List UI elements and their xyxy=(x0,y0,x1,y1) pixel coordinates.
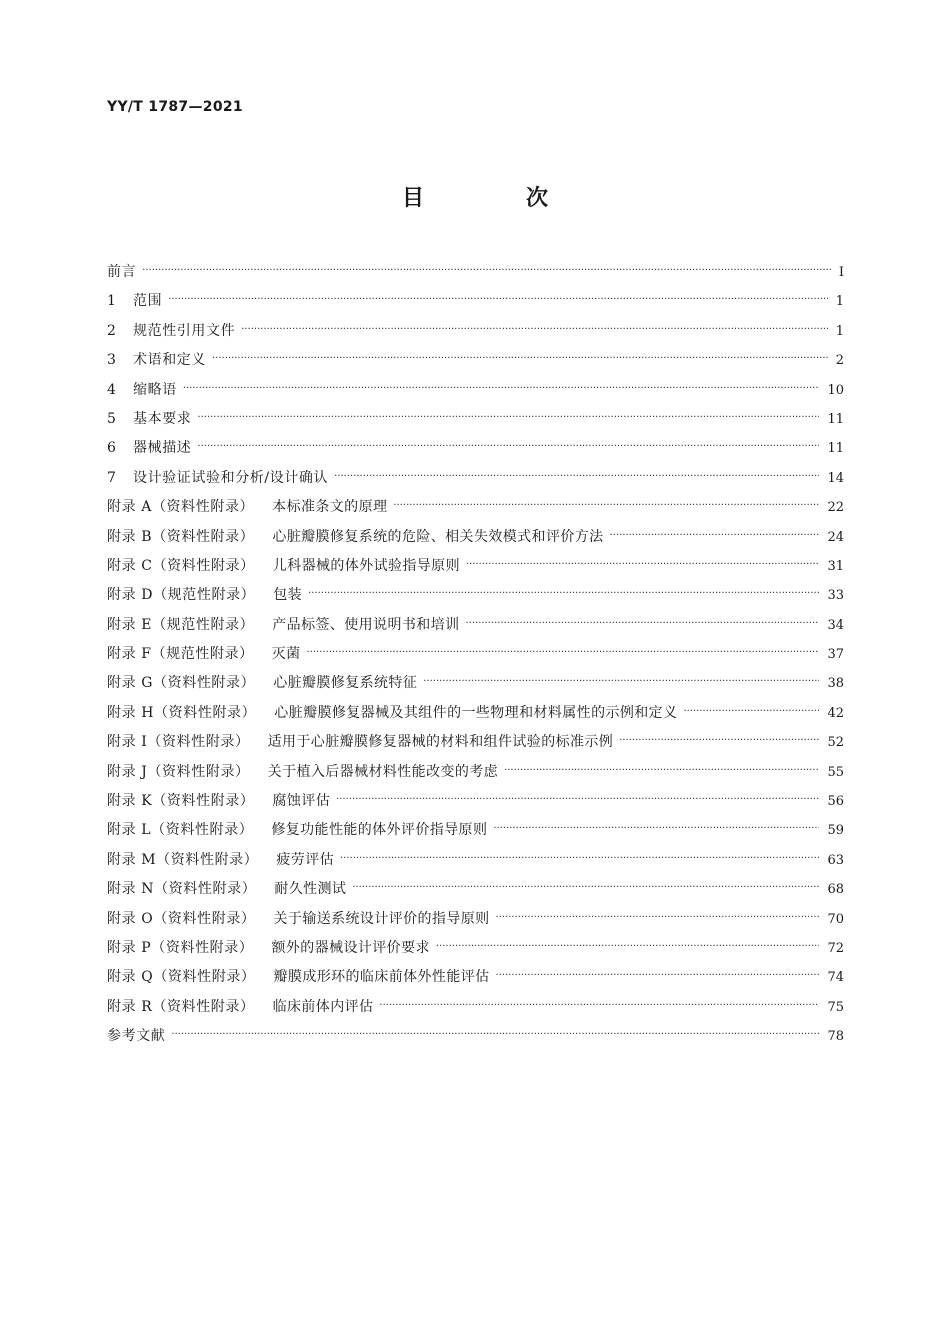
toc-entry-page: 59 xyxy=(827,823,844,839)
toc-entry-title: 关于植入后器械材料性能改变的考虑 xyxy=(267,763,499,780)
toc-entry[interactable] xyxy=(107,287,844,316)
toc-entry-label: 附录 P（资料性附录） xyxy=(107,939,254,956)
toc-title: 目 次 xyxy=(401,186,588,211)
toc-entry-number: 4 xyxy=(107,381,116,398)
toc-entry-label: 附录 H（资料性附录） xyxy=(107,704,257,721)
toc-entry[interactable] xyxy=(107,993,844,1022)
toc-entry-page: 52 xyxy=(827,735,844,751)
toc-entry[interactable] xyxy=(107,523,844,552)
toc-entry-title: 关于输送系统设计评价的指导原则 xyxy=(273,910,490,927)
toc-entry-label: 附录 B（资料性附录） xyxy=(107,528,255,545)
toc-entry-title: 心脏瓣膜修复系统的危险、相关失效模式和评价方法 xyxy=(272,528,604,545)
toc-entry-title: 临床前体内评估 xyxy=(272,998,374,1015)
toc-entry-label: 附录 N（资料性附录） xyxy=(107,881,257,898)
toc-entry-page: 56 xyxy=(827,794,844,810)
toc-entry-label: 缩略语 xyxy=(133,381,177,398)
toc-entry-label: 术语和定义 xyxy=(133,352,206,369)
toc-leader-dots xyxy=(496,903,820,932)
toc-entry-label: 附录 M（资料性附录） xyxy=(107,851,259,868)
toc-entry-label: 范围 xyxy=(133,293,163,310)
toc-entry-page: 74 xyxy=(827,970,844,986)
toc-entry-label: 附录 G（资料性附录） xyxy=(107,675,256,692)
toc-entry[interactable] xyxy=(107,1022,844,1051)
toc-entry[interactable] xyxy=(107,346,844,375)
toc-entry[interactable] xyxy=(107,669,844,698)
toc-leader-dots xyxy=(436,932,820,961)
toc-entry-title: 本标准条文的原理 xyxy=(272,499,388,516)
toc-leader-dots xyxy=(340,844,819,873)
toc-entry-label: 附录 I（资料性附录） xyxy=(107,734,250,751)
toc-leader-dots xyxy=(241,315,828,344)
toc-entry[interactable] xyxy=(107,258,844,287)
toc-entry-label: 附录 C（资料性附录） xyxy=(107,557,255,574)
toc-entry-title: 修复功能性能的体外评价指导原则 xyxy=(271,822,488,839)
toc-entry-title: 心脏瓣膜修复系统特征 xyxy=(273,675,418,692)
toc-entry-label: 附录 J（资料性附录） xyxy=(107,763,250,780)
toc-entry-label: 参考文献 xyxy=(107,1028,166,1045)
toc-entry-page: 63 xyxy=(827,852,844,868)
toc-entry-title: 儿科器械的体外试验指导原则 xyxy=(272,557,460,574)
toc-entry-page: 55 xyxy=(827,764,844,780)
toc-leader-dots xyxy=(393,491,819,520)
toc-leader-dots xyxy=(352,873,819,902)
toc-entry-page: 75 xyxy=(827,999,844,1015)
toc-entry-label: 规范性引用文件 xyxy=(133,322,236,339)
toc-entry-number: 1 xyxy=(107,293,116,310)
toc-entry-title: 腐蚀评估 xyxy=(272,793,331,810)
toc-entry-page: 38 xyxy=(827,676,844,692)
toc-entry-page: 24 xyxy=(827,529,844,545)
toc-entry-page: 78 xyxy=(827,1029,844,1045)
toc-entry-label: 附录 F（规范性附录） xyxy=(107,646,254,663)
toc-leader-dots xyxy=(183,374,820,403)
toc-entry[interactable] xyxy=(107,816,844,845)
toc-leader-dots xyxy=(197,403,819,432)
toc-leader-dots xyxy=(308,579,819,608)
toc-entry-page: 11 xyxy=(827,441,844,457)
toc-entry-label: 前言 xyxy=(107,264,137,280)
toc-entry-page: 68 xyxy=(827,882,844,898)
toc-entry-label: 附录 K（资料性附录） xyxy=(107,793,255,810)
toc-entry-title: 包装 xyxy=(273,587,303,604)
toc-entry[interactable] xyxy=(107,846,844,875)
toc-entry-title: 产品标签、使用说明书和培训 xyxy=(272,616,460,633)
toc-entry-page: 33 xyxy=(827,588,844,604)
toc-entry-label: 附录 R（资料性附录） xyxy=(107,998,255,1015)
toc-entry-label: 附录 E（规范性附录） xyxy=(107,616,255,633)
toc-entry[interactable] xyxy=(107,317,844,346)
toc-entry[interactable] xyxy=(107,493,844,522)
toc-entry-page: 2 xyxy=(835,353,844,369)
toc-entry-page: 14 xyxy=(827,470,844,486)
toc-entry-page: 10 xyxy=(827,382,844,398)
toc-entry-label: 附录 L（资料性附录） xyxy=(107,822,254,839)
toc-leader-dots xyxy=(336,785,819,814)
toc-entry[interactable] xyxy=(107,875,844,904)
toc-entry[interactable] xyxy=(107,905,844,934)
toc-entry[interactable] xyxy=(107,787,844,816)
toc-entry-label: 附录 D（规范性附录） xyxy=(107,587,256,604)
toc-entry[interactable] xyxy=(107,699,844,728)
toc-entry-page: 72 xyxy=(827,940,844,956)
toc-entry-label: 附录 O（资料性附录） xyxy=(107,910,256,927)
toc-entry-number: 2 xyxy=(107,322,116,339)
toc-entry[interactable] xyxy=(107,611,844,640)
toc-entry-label: 设计验证试验和分析/设计确认 xyxy=(133,469,329,486)
toc-entry[interactable] xyxy=(107,934,844,963)
toc-entry-number: 3 xyxy=(107,352,116,369)
toc-entry-label: 附录 Q（资料性附录） xyxy=(107,969,256,986)
toc-entry-label: 基本要求 xyxy=(133,410,192,427)
toc-leader-dots xyxy=(212,344,828,373)
toc-entry-title: 额外的器械设计评价要求 xyxy=(271,939,430,956)
toc-entry-title: 疲劳评估 xyxy=(276,851,334,868)
toc-entry-page: 1 xyxy=(835,323,844,339)
toc-leader-dots xyxy=(496,961,820,990)
toc-leader-dots xyxy=(466,550,819,579)
toc-entry[interactable] xyxy=(107,552,844,581)
toc-entry[interactable] xyxy=(107,376,844,405)
toc-entry-number: 5 xyxy=(107,410,116,427)
toc-entry-title: 适用于心脏瓣膜修复器械的材料和组件试验的标准示例 xyxy=(267,734,614,751)
toc-entry-page: 37 xyxy=(827,647,844,663)
toc-entry-page: 22 xyxy=(827,500,844,516)
toc-entry-page: 11 xyxy=(827,411,844,427)
toc-leader-dots xyxy=(171,1020,819,1049)
toc-leader-dots xyxy=(423,667,819,696)
toc-entry[interactable] xyxy=(107,405,844,434)
toc-entry-number: 7 xyxy=(107,469,116,486)
toc-leader-dots xyxy=(307,638,820,667)
toc-entry-title: 心脏瓣膜修复器械及其组件的一些物理和材料属性的示例和定义 xyxy=(274,704,678,721)
toc-entry-page: 31 xyxy=(827,558,844,574)
toc-entry-page: 34 xyxy=(827,617,844,633)
toc-entry-title: 瓣膜成形环的临床前体外性能评估 xyxy=(273,969,490,986)
toc-entry-page: Ⅰ xyxy=(838,265,844,280)
toc-entry-page: 70 xyxy=(827,911,844,927)
toc-leader-dots xyxy=(197,432,819,461)
toc-leader-dots xyxy=(142,256,831,285)
toc-entry-title: 耐久性测试 xyxy=(274,881,347,898)
toc-leader-dots xyxy=(334,462,819,491)
table-of-contents xyxy=(107,258,844,1052)
document-code: YY/T 1787—2021 xyxy=(107,99,243,115)
toc-entry[interactable] xyxy=(107,581,844,610)
toc-entry-page: 42 xyxy=(827,705,844,721)
toc-entry-page: 1 xyxy=(835,294,844,310)
toc-entry[interactable] xyxy=(107,728,844,757)
toc-leader-dots xyxy=(379,991,819,1020)
toc-leader-dots xyxy=(168,285,828,314)
toc-leader-dots xyxy=(619,726,819,755)
toc-leader-dots xyxy=(610,521,820,550)
toc-entry[interactable] xyxy=(107,758,844,787)
toc-entry-number: 6 xyxy=(107,440,116,457)
toc-entry[interactable] xyxy=(107,464,844,493)
toc-entry[interactable] xyxy=(107,963,844,992)
toc-leader-dots xyxy=(493,814,819,843)
toc-leader-dots xyxy=(465,609,819,638)
toc-leader-dots xyxy=(504,756,819,785)
toc-entry[interactable] xyxy=(107,434,844,463)
toc-leader-dots xyxy=(683,697,819,726)
toc-entry[interactable] xyxy=(107,640,844,669)
toc-entry-title: 灭菌 xyxy=(271,646,301,663)
toc-entry-label: 附录 A（资料性附录） xyxy=(107,499,255,516)
toc-entry-label: 器械描述 xyxy=(133,440,192,457)
